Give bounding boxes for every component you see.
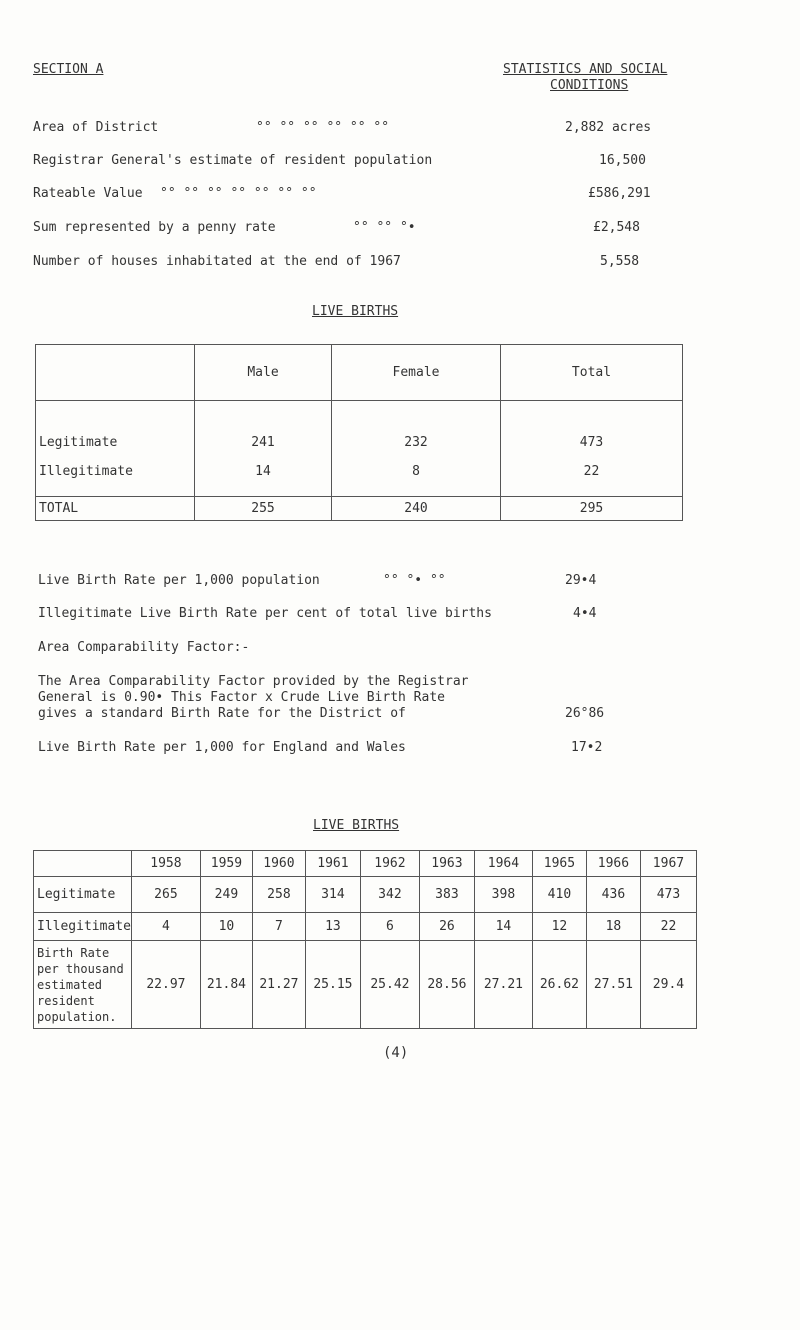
year-header: 1960 xyxy=(252,851,305,877)
england-wales-label: Live Birth Rate per 1,000 for England and Wales xyxy=(38,740,406,755)
total-row-label: TOTAL xyxy=(36,497,195,521)
birth-rate-dots: °° °• °° xyxy=(383,573,446,588)
acf-paragraph-line: gives a standard Birth Rate for the District of xyxy=(38,706,406,721)
corner-cell xyxy=(34,851,132,877)
table-cell: 295 xyxy=(501,497,683,521)
year-header: 1967 xyxy=(640,851,696,877)
table-cell: 29.4 xyxy=(640,941,696,1029)
birth-rate-label: Live Birth Rate per 1,000 population xyxy=(38,573,320,588)
illegitimate-rate-label: Illegitimate Live Birth Rate per cent of total live births xyxy=(38,606,492,621)
table-cell: 14 xyxy=(255,464,271,479)
total-cells xyxy=(501,401,683,497)
table-cell: 232 xyxy=(404,435,428,450)
section-title: STATISTICS AND SOCIAL xyxy=(503,62,668,77)
year-header: 1963 xyxy=(419,851,474,877)
stat-dots: °° °° °° °° °° °° °° xyxy=(160,186,317,201)
section-title-2: CONDITIONS xyxy=(550,78,629,93)
yearly-table-heading: LIVE BIRTHS xyxy=(313,818,400,833)
table-cell: 13 xyxy=(305,913,360,941)
birth-rate-value: 29•4 xyxy=(565,573,597,588)
table-cell: 28.56 xyxy=(419,941,474,1029)
yearly-births-table xyxy=(33,850,697,1029)
column-header xyxy=(36,345,195,401)
stat-label: Sum represented by a penny rate xyxy=(33,220,276,235)
table-cell: 4 xyxy=(131,913,200,941)
stat-label: Number of houses inhabitated at the end of 1967 xyxy=(33,254,401,269)
rate-label-line: Birth Rate xyxy=(37,945,110,960)
row-label: Illegitimate xyxy=(34,913,132,941)
table-cell: 27.51 xyxy=(586,941,640,1029)
table-cell: 473 xyxy=(640,877,696,913)
table-cell: 26.62 xyxy=(532,941,586,1029)
rate-label-line: estimated xyxy=(37,977,103,992)
rate-label-line: population. xyxy=(37,1009,117,1024)
year-header: 1962 xyxy=(360,851,419,877)
row-labels xyxy=(36,401,195,497)
table-cell: 383 xyxy=(419,877,474,913)
table-cell: 249 xyxy=(200,877,252,913)
table-cell: 241 xyxy=(251,435,275,450)
stat-value: £586,291 xyxy=(588,186,651,201)
table-cell: 8 xyxy=(412,464,420,479)
table-cell: 473 xyxy=(579,435,604,450)
rate-row-label xyxy=(34,941,132,1029)
row-label: Illegitimate xyxy=(39,464,133,479)
table-cell: 22.97 xyxy=(131,941,200,1029)
row-label: Legitimate xyxy=(34,877,132,913)
stat-label: Registrar General's estimate of resident population xyxy=(33,153,433,168)
rate-label-line: per thousand xyxy=(37,961,124,976)
table-cell: 22 xyxy=(583,464,600,479)
section-label: SECTION A xyxy=(33,62,104,77)
table-cell: 265 xyxy=(131,877,200,913)
year-header: 1959 xyxy=(200,851,252,877)
stat-value: £2,548 xyxy=(593,220,640,235)
stat-dots: °° °° °• xyxy=(353,220,416,235)
column-header: Total xyxy=(501,345,683,401)
year-header: 1961 xyxy=(305,851,360,877)
table-cell: 27.21 xyxy=(474,941,532,1029)
acf-heading: Area Comparability Factor:- xyxy=(38,640,250,655)
table-cell: 255 xyxy=(195,497,332,521)
acf-paragraph-line: General is 0.90• This Factor x Crude Live Birth Rate xyxy=(38,690,445,705)
england-wales-value: 17•2 xyxy=(571,740,603,755)
table-cell: 7 xyxy=(252,913,305,941)
table-cell: 12 xyxy=(532,913,586,941)
acf-value: 26°86 xyxy=(565,706,605,721)
table-cell: 18 xyxy=(586,913,640,941)
stat-dots: °° °° °° °° °° °° xyxy=(256,120,390,135)
stat-label: Rateable Value xyxy=(33,186,143,201)
year-header: 1964 xyxy=(474,851,532,877)
illegitimate-rate-value: 4•4 xyxy=(573,606,597,621)
table-cell: 25.42 xyxy=(360,941,419,1029)
year-header: 1966 xyxy=(586,851,640,877)
column-header: Female xyxy=(332,345,501,401)
table-cell: 21.84 xyxy=(200,941,252,1029)
male-cells xyxy=(195,401,332,497)
acf-paragraph-line: The Area Comparability Factor provided by the Registrar xyxy=(38,674,469,689)
table-cell: 6 xyxy=(360,913,419,941)
table-cell: 10 xyxy=(200,913,252,941)
table-cell: 258 xyxy=(252,877,305,913)
table-heading: LIVE BIRTHS xyxy=(312,304,399,319)
table-cell: 410 xyxy=(532,877,586,913)
table-cell: 342 xyxy=(360,877,419,913)
table-cell: 240 xyxy=(332,497,501,521)
female-cells xyxy=(332,401,501,497)
page-number: (4) xyxy=(383,1045,409,1061)
stat-label: Area of District xyxy=(33,120,159,135)
rate-label-line: resident xyxy=(37,993,95,1008)
table-cell: 436 xyxy=(586,877,640,913)
table-cell: 26 xyxy=(419,913,474,941)
table-cell: 398 xyxy=(474,877,532,913)
row-label: Legitimate xyxy=(39,435,118,450)
year-header: 1965 xyxy=(532,851,586,877)
table-cell: 21.27 xyxy=(252,941,305,1029)
table-cell: 22 xyxy=(640,913,696,941)
stat-value: 2,882 acres xyxy=(565,120,652,135)
live-births-table xyxy=(35,344,683,521)
table-cell: 14 xyxy=(474,913,532,941)
year-header: 1958 xyxy=(131,851,200,877)
table-cell: 25.15 xyxy=(305,941,360,1029)
column-header: Male xyxy=(195,345,332,401)
stat-value: 5,558 xyxy=(600,254,640,269)
stat-value: 16,500 xyxy=(599,153,646,168)
table-cell: 314 xyxy=(305,877,360,913)
